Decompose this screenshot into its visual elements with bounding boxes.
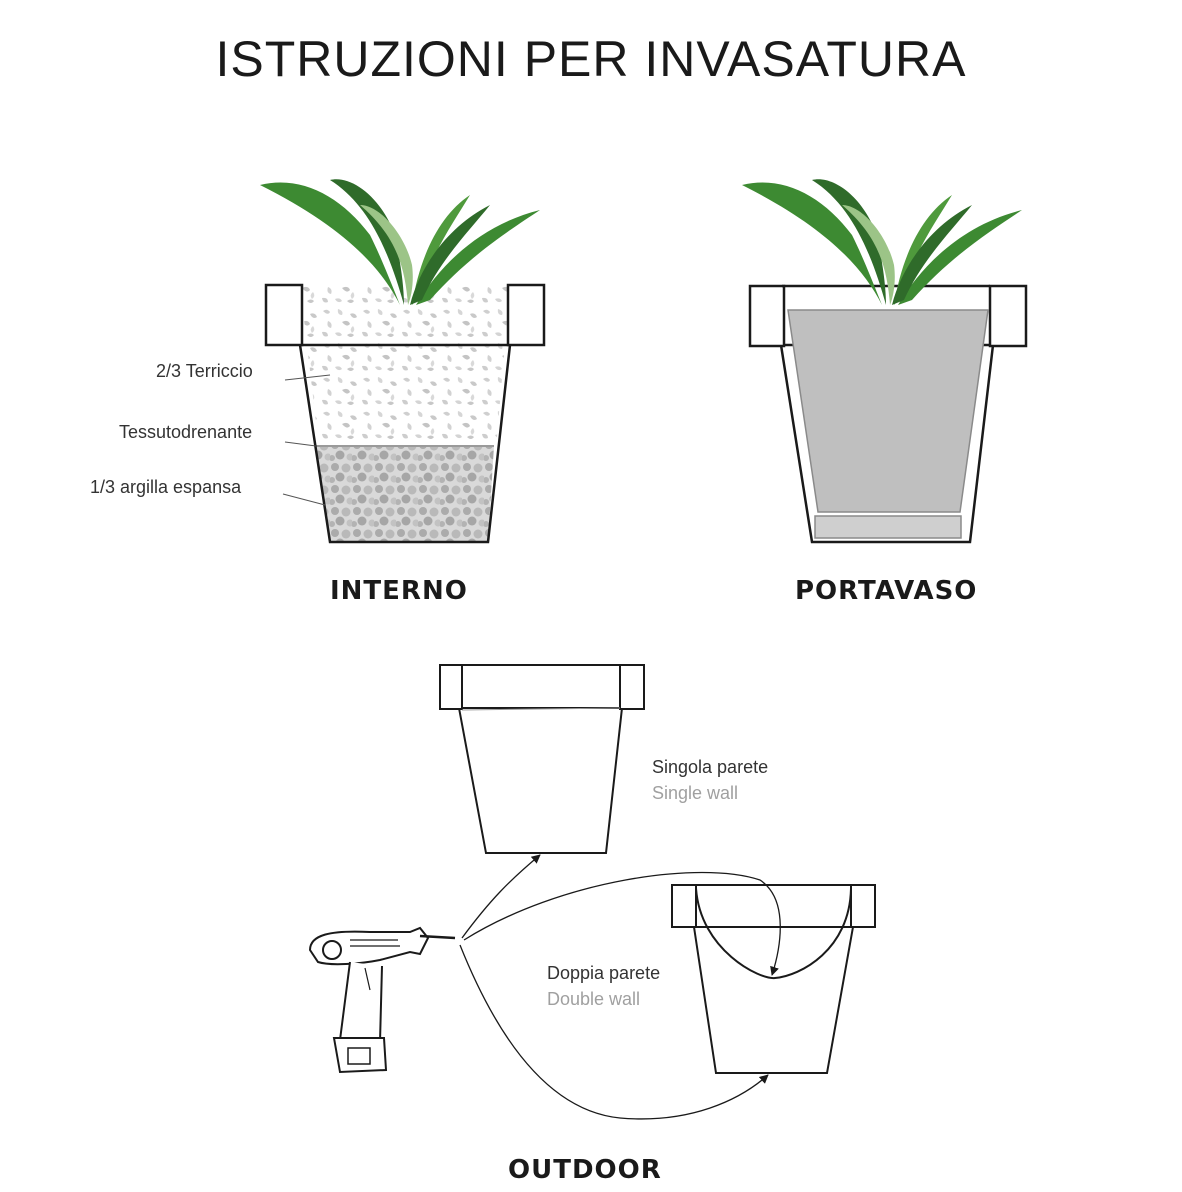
double-wall-pot [672, 885, 875, 1073]
caption-portavaso: PORTAVASO [795, 576, 978, 606]
label-doppia-parete: Doppia parete [547, 963, 661, 983]
label-double-wall: Double wall [547, 989, 641, 1009]
leader-argilla [283, 494, 325, 505]
caption-outdoor: OUTDOOR [508, 1155, 662, 1185]
saucer [815, 516, 961, 538]
label-terriccio: 2/3 Terriccio [156, 361, 253, 381]
label-singola-parete: Singola parete [652, 757, 769, 777]
leader-tessuto [285, 442, 316, 446]
caption-interno: INTERNO [330, 576, 468, 606]
label-tessuto-drenante: Tessutodrenante [119, 422, 253, 442]
label-single-wall: Single wall [652, 783, 739, 803]
pot-rim-left [266, 285, 302, 345]
arrow-to-single-wall [462, 855, 540, 938]
page-title: ISTRUZIONI PER INVASATURA [215, 31, 967, 87]
pot-rim-right [508, 285, 544, 345]
label-argilla-espansa: 1/3 argilla espansa [90, 477, 242, 497]
portavaso-pot [742, 179, 1026, 542]
inner-pot [788, 310, 988, 512]
interno-pot [260, 179, 544, 542]
drill-icon [310, 928, 455, 1072]
single-wall-pot [440, 665, 644, 853]
